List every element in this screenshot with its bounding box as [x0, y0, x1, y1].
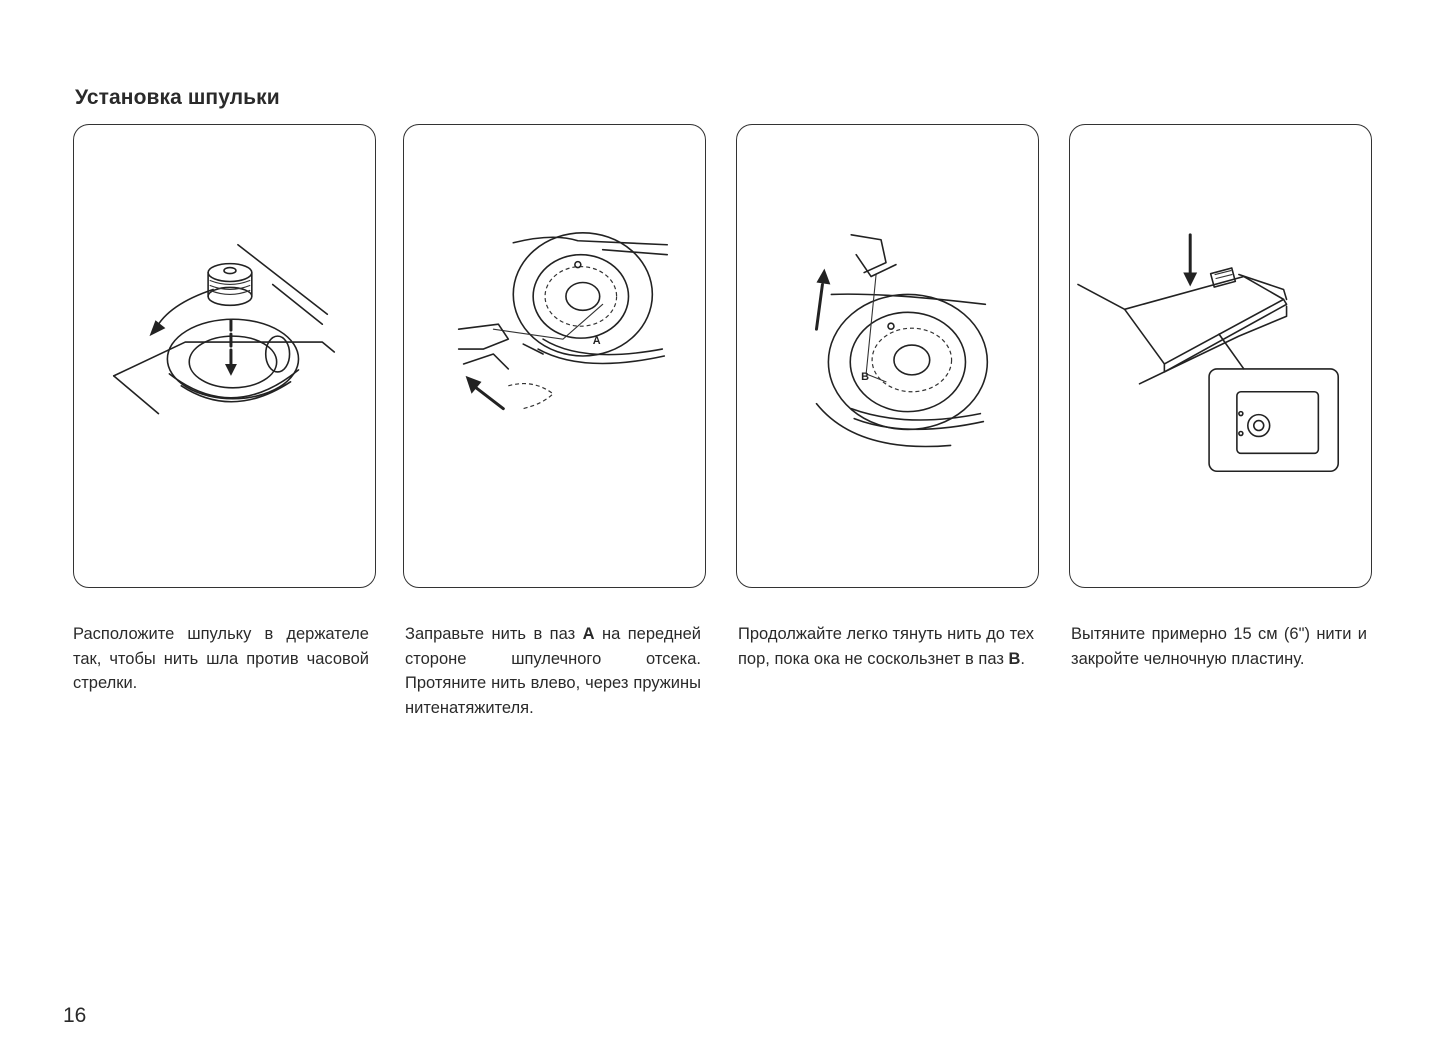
- thread-slot-b-illustration: [737, 125, 1038, 587]
- step-1-caption: Расположите шпульку в держателе так, чтобы нить шла против часовой стрелки.: [73, 625, 369, 692]
- step-3-caption-end: .: [1020, 649, 1025, 668]
- thread-slot-a-illustration: [404, 125, 705, 587]
- step-2-caption-end: на передней стороне шпулечного отсека. Протяните нить влево, через пружины нитенатяжителя.: [405, 625, 701, 717]
- step-2-caption-slot: A: [582, 625, 595, 643]
- step-2-caption: [405, 622, 701, 720]
- step-2-illustration-panel: [403, 124, 706, 588]
- step-1-illustration-panel: [73, 124, 376, 588]
- needle-plate-illustration: [1070, 125, 1371, 587]
- slot-a-label: A: [592, 335, 601, 348]
- step-2-caption-start: Заправьте нить в паз: [405, 625, 583, 643]
- step-3-caption-slot: B: [1008, 649, 1021, 668]
- step-3-illustration-panel: [736, 124, 1039, 588]
- bobbin-placement-illustration: [74, 125, 375, 587]
- page-number: 16: [63, 1004, 87, 1027]
- step-4-caption: Вытяните примерно 15 см (6") нити и закройте челночную пластину.: [1071, 625, 1367, 668]
- step-3-caption-start: Продолжайте легко тянуть нить до тех пор, пока ока не соскользнет в паз: [738, 625, 1034, 668]
- page-title: Установка шпульки: [75, 86, 280, 109]
- step-4-illustration-panel: [1069, 124, 1372, 588]
- slot-b-label: B: [861, 370, 870, 383]
- step-3-caption: [738, 622, 1034, 671]
